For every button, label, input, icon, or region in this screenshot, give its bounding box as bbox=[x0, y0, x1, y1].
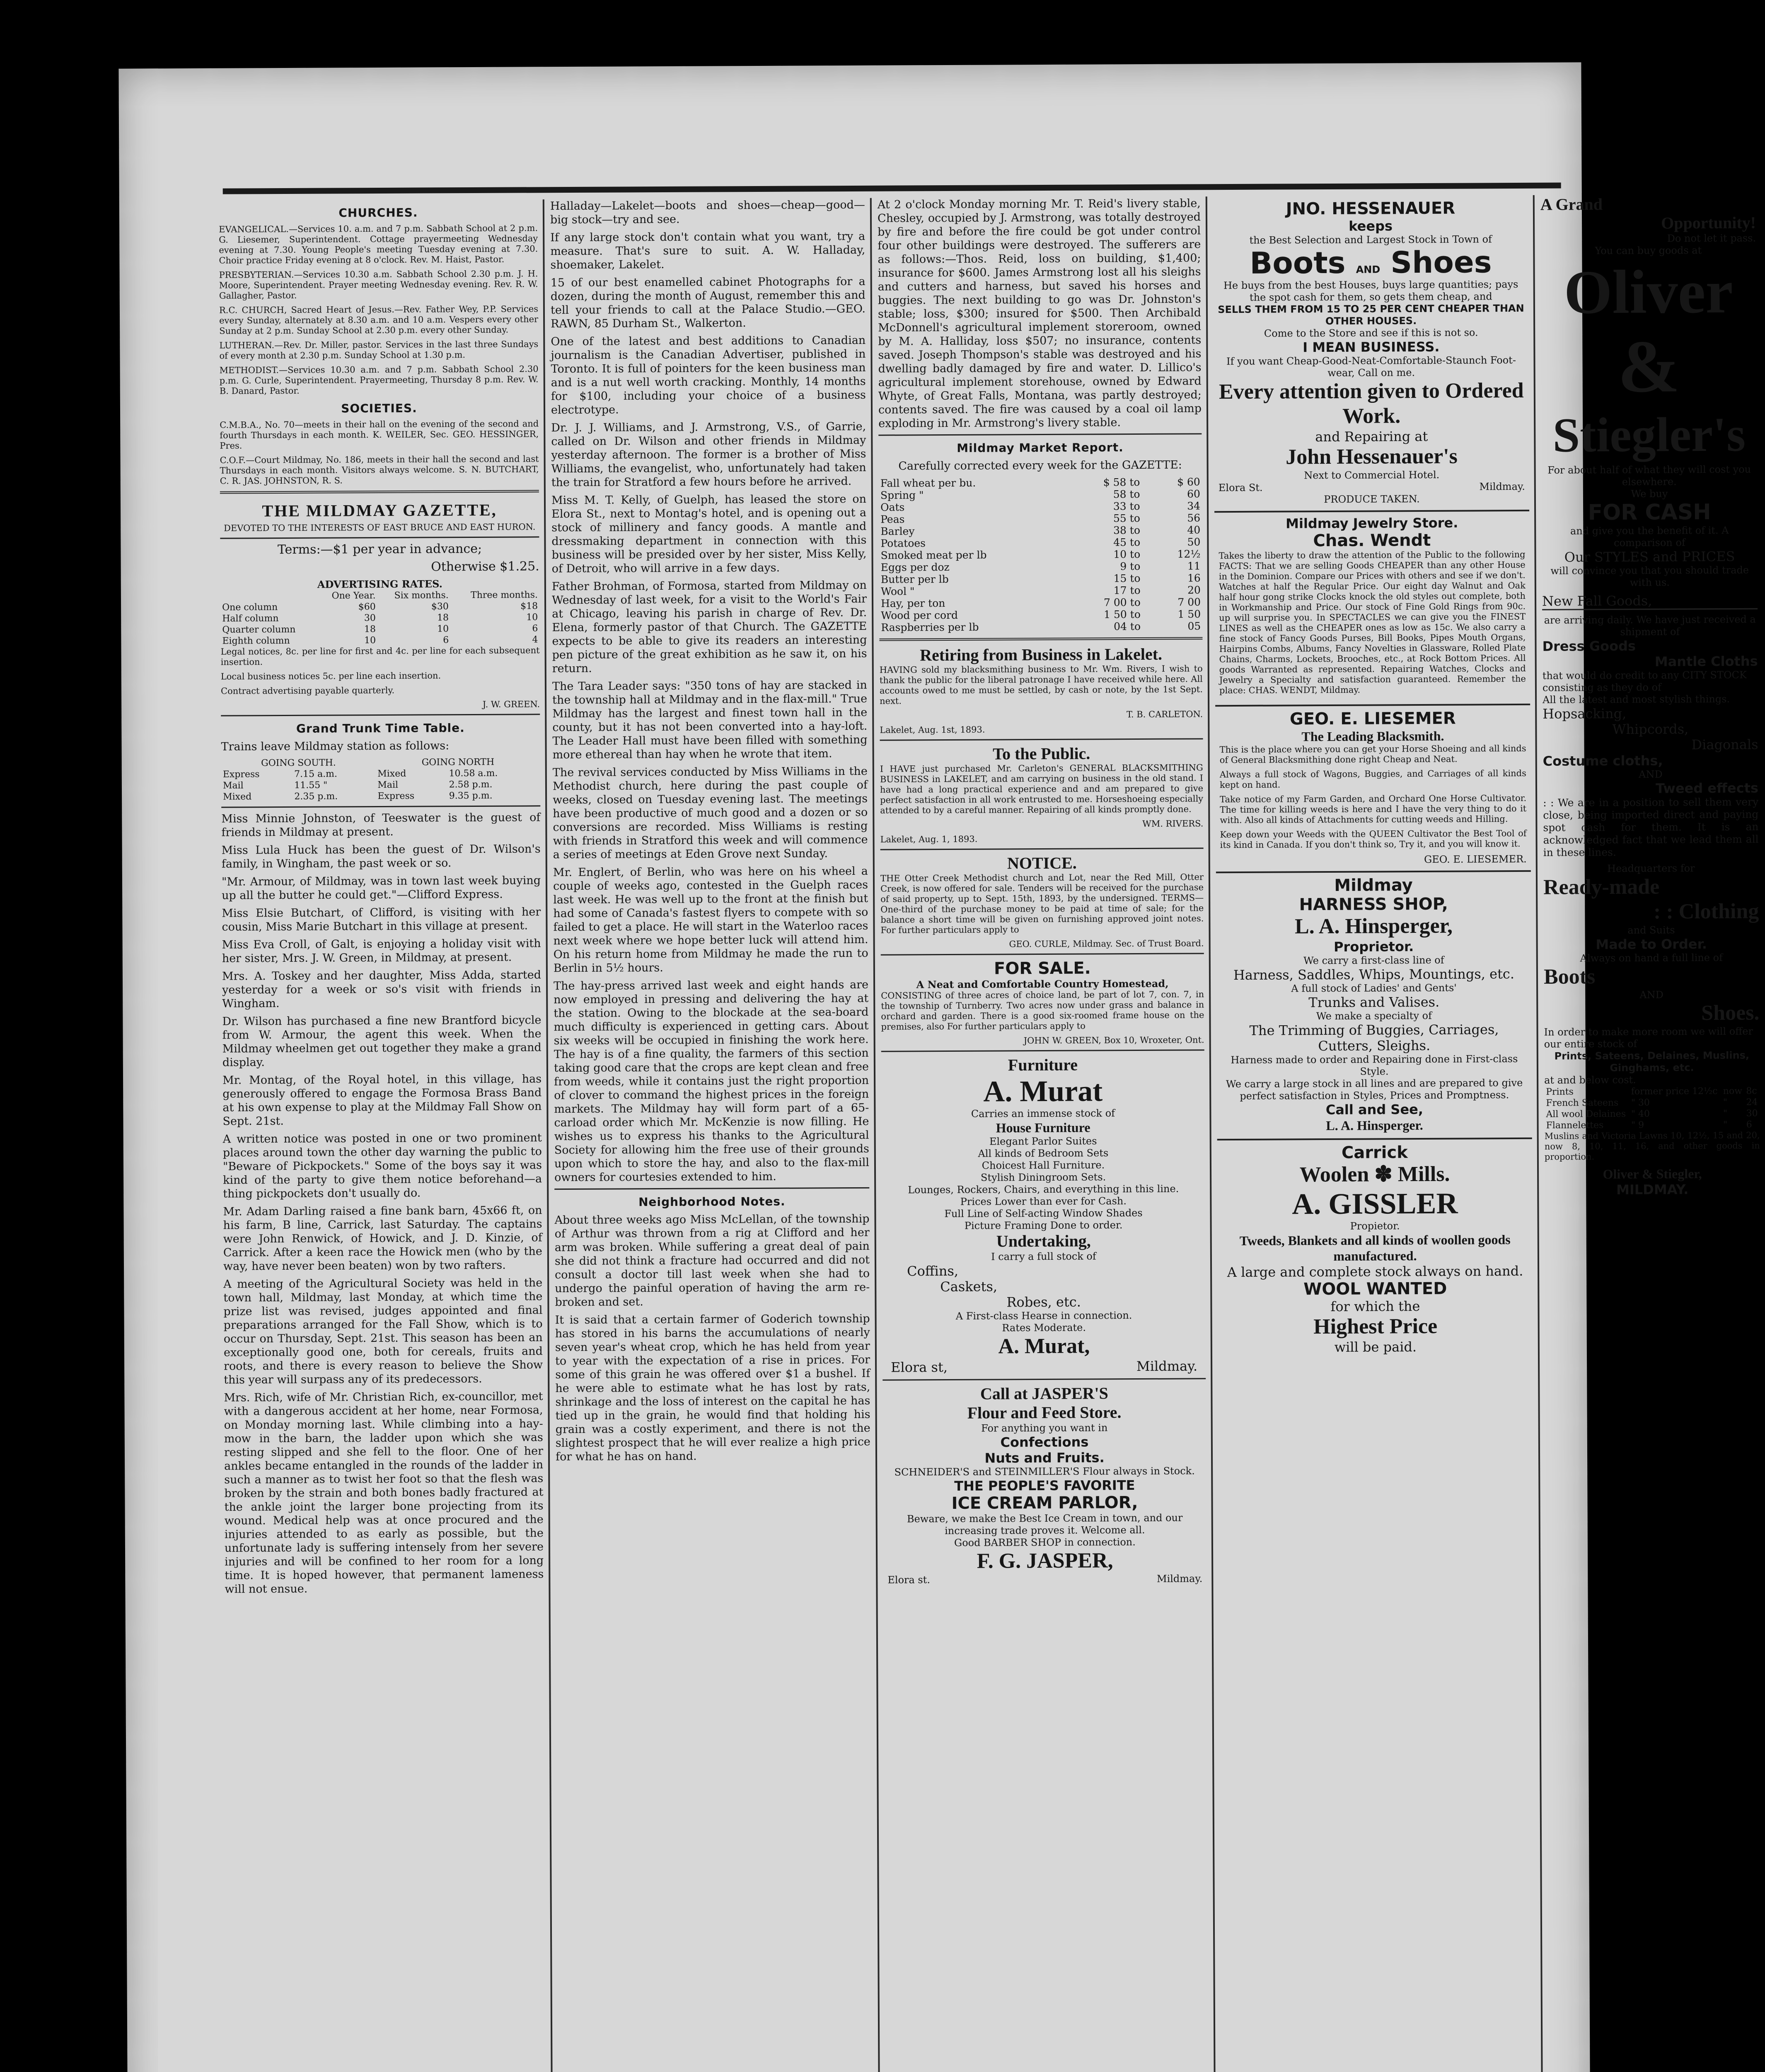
murat-line: Full Line of Self-acting Window Shades bbox=[944, 1207, 1143, 1220]
jasper-heading: Flour and Feed Store. bbox=[967, 1403, 1122, 1422]
ad-line: Our STYLES and PRICES bbox=[1564, 548, 1735, 565]
local-item: Miss Lula Huck has been the guest of Dr. Wilson's family, in Wingham, the past week or so. bbox=[221, 842, 541, 871]
local-item: A meeting of the Agricultural Society was held in the town hall, Mildmay, last Monday, at which time the prize list was revised, judges appointed and final preparations arranged for the Fall Show, which is to occur on Thursday, Sept. 21st. This season has been an exceptionally good one, both for cereals, fruits and roots, and there is every reason to believe the Show this year will surpass any of its predecessors. bbox=[223, 1276, 543, 1387]
furniture-heading: Furniture bbox=[1008, 1055, 1078, 1075]
jasper-address: Elora st. Mildmay. bbox=[887, 1573, 1203, 1586]
market-report-intro: Carefully corrected every week for the GAZETTE: bbox=[898, 458, 1182, 473]
ad-line: SELLS THEM FROM 15 TO 25 PER CENT CHEAPER THAN OTHER HOUSES. bbox=[1218, 302, 1524, 327]
undertaking-heading: Undertaking, bbox=[996, 1231, 1091, 1251]
column-1 bbox=[219, 199, 546, 2072]
table-row: Peas 55 to 56 bbox=[880, 512, 1201, 525]
woolen-mills-ad bbox=[1217, 1139, 1533, 1360]
table-row: Prints former price 12½c now 8c bbox=[1546, 1086, 1757, 1097]
column-5 bbox=[1540, 194, 1765, 2072]
undertaking-line: Robes, etc. bbox=[1006, 1294, 1081, 1310]
harness-ad bbox=[1216, 872, 1532, 1140]
time-table-intro: Trains leave Mildmay station as follows: bbox=[221, 739, 450, 753]
local-item: Mr. Montag, of the Royal hotel, in this village, has generously offered to engage the Formosa Brass Band at his own expense to play at the Mildmay Fall Show on Sept. 21st. bbox=[222, 1072, 542, 1128]
ad-body: : : We are in a position to sell them very close, being imported direct and paying spot cash for them. It is an acknowledged fact that we lead them all in these lines. bbox=[1543, 796, 1759, 859]
retiring-signature: T. B. CARLETON. bbox=[1126, 709, 1203, 720]
ad-line: the Best Selection and Largest Stock in Town of bbox=[1249, 233, 1492, 246]
ad-line: Hopsacking, bbox=[1543, 705, 1627, 722]
table-row: Smoked meat per lb 10 to 12½ bbox=[880, 548, 1201, 562]
ad-line: Harness made to order and Repairing done in First-class Style. bbox=[1231, 1053, 1518, 1077]
ad-heading: Shoes. bbox=[1701, 1001, 1760, 1025]
ad-body: Take notice of my Farm Garden, and Orchard One Horse Cultivator. The time for killing weeds is here and I have the very thing to do it with. Also all kinds of Attachments for cutting weeds and Hilling. bbox=[1220, 793, 1527, 825]
undertaking-line: A First-class Hearse in connection. bbox=[955, 1310, 1132, 1322]
terms-line-2: Otherwise $1.25. bbox=[431, 559, 539, 574]
retiring-title: Retiring from Business in Lakelet. bbox=[920, 644, 1163, 665]
adv-rates-table: One Year. Six months. Three months. One column $60 $30 $18 Half column 30 18 10 Quarter column 18 10 6 Eighth column 10 6 4 bbox=[220, 589, 540, 646]
ad-body: Always a full stock of Wagons, Buggies, and Carriages of all kinds kept on hand. bbox=[1219, 768, 1526, 790]
jasper-heading: Call at JASPER'S bbox=[980, 1384, 1108, 1403]
oliver-title: Oliver bbox=[1564, 257, 1734, 327]
local-item: The revival services conducted by Miss Williams in the Methodist church, here during the past couple of weeks, closed on Tuesday evening last. The meetings have been productive of much good and a dozen or so conversions are recorded. Miss Williams is resting with friends in Stratford this week and will commence a series of meetings at Eden Grove next Sunday. bbox=[552, 765, 868, 862]
ad-line: Harness, Saddles, Whips, Mountings, etc. bbox=[1233, 966, 1515, 983]
ad-body: Takes the liberty to draw the attention of the Public to the following FACTS: That we are selling Goods CHEAPER than any other House in the Dominion. Compare our Prices with others and see if we don't. Watches at half the Regular Price. Our eight day Walnut and Oak half hour gong strike Clocks knock the old styles out complete, both in Workmanship and Price. Our stock of Fine Gold Rings from 90c. up will surprise you. In SPECTACLES we can give you the FINEST LINES as well as the CHEAPER ones as low as 15c. We also carry a fine stock of Fancy Goods Purses, Bill Books, Pipes Mouth Organs, Hairpins Combs, Albums, Fancy Novelties in Glassware, Rolled Plate Chains, Charms, Lockets, Brooches, etc., at Rock Bottom Prices. All goods Warranted as represented. Repairing Watches, Clocks and Jewelry a Specialty and satisfaction guaranteed. Remember the place: CHAS. WENDT, Mildmay. bbox=[1219, 549, 1526, 696]
notice-title: NOTICE. bbox=[1007, 853, 1077, 873]
notice-signature: GEO. CURLE, Mildmay. Sec. of Trust Board. bbox=[1009, 938, 1204, 949]
church-methodist: METHODIST.—Services 10.30 a.m. and 7 p.m. Sabbath School 2.30 p.m. G. Curle, Superintendent. Prayermeeting, Thursday 8 p.m. Rev. W. B. Danard, Pastor. bbox=[219, 364, 539, 396]
ad-line: Propietor. bbox=[1350, 1220, 1400, 1232]
ad-line: Prints, Sateens, Delaines, Muslins, Ginghams, etc. bbox=[1554, 1049, 1750, 1074]
table-row: Half column 30 18 10 bbox=[222, 612, 538, 624]
ad-line: Dress Goods bbox=[1542, 638, 1636, 654]
ad-line: Headquarters for bbox=[1607, 862, 1695, 875]
ad-line: We buy bbox=[1631, 488, 1668, 500]
murat-line: Picture Framing Done to order. bbox=[964, 1219, 1123, 1232]
murat-line: Choicest Hall Furniture. bbox=[982, 1159, 1105, 1172]
price-table bbox=[1544, 1085, 1760, 1131]
church-evangelical: EVANGELICAL.—Services 10. a.m. and 7 p.m. Sabbath School at 2 p.m. G. Liesemer, Superintendent. Cottage prayermeeting Wednesday evening at 7.30. Young People's meeting Tuesday evening at 7.30. Choir practice Friday evening at 8 o'clock. Rev. M. Haist, Pastor. bbox=[219, 223, 538, 266]
divider bbox=[878, 433, 1202, 436]
ad-line: AND bbox=[1639, 768, 1663, 780]
ad-line: A. GISSLER bbox=[1292, 1186, 1458, 1221]
ad-line: will convince you that you should trade with us. bbox=[1550, 564, 1749, 588]
murat-signature: A. Murat, bbox=[998, 1334, 1090, 1358]
neighborhood-item: About three weeks ago Miss McLellan, of the township of Arthur was thrown from a rig at Clifford and her arm was broken. While suffering a great deal of pain she did not think a fracture had occurred and did not consult a doctor till last week when she had to undergo the painful operation of having the arm re-broken and set. bbox=[554, 1212, 870, 1309]
jasper-line: ICE CREAM PARLOR, bbox=[951, 1493, 1138, 1513]
ad-heading: GEO. E. LIESEMER bbox=[1289, 709, 1456, 729]
ad-line: He buys from the best Houses, buys large quantities; pays the spot cash for them, so gets them cheap, and bbox=[1223, 278, 1518, 303]
ad-heading: : : Clothing bbox=[1653, 899, 1759, 924]
murat-line: House Furniture bbox=[996, 1120, 1090, 1135]
column-4 bbox=[1213, 195, 1537, 2072]
stiegler-title: Stiegler's bbox=[1552, 407, 1746, 462]
local-item: Miss Eva Croll, of Galt, is enjoying a holiday visit with her sister, Mrs. J. W. Green, in Mildmay, at present. bbox=[222, 937, 541, 965]
ad-line: L. A. Hinsperger, bbox=[1294, 914, 1453, 939]
ad-line: Tweeds, Blankets and all kinds of woollen goods manufactured. bbox=[1239, 1232, 1511, 1264]
ad-heading: A Grand bbox=[1540, 195, 1603, 214]
for-sale-title: FOR SALE. bbox=[994, 959, 1091, 978]
murat-address: Elora st, Mildmay. bbox=[891, 1358, 1198, 1375]
adv-note: Legal notices, 8c. per line for first and 4c. per line for each subsequent insertion. bbox=[220, 645, 540, 667]
ad-signature: John Hessenauer's bbox=[1286, 444, 1458, 469]
ad-line: will be paid. bbox=[1334, 1339, 1417, 1355]
masthead-subtitle: DEVOTED TO THE INTERESTS OF EAST BRUCE AND EAST HURON. bbox=[224, 522, 536, 533]
local-item: The Tara Leader says: "350 tons of hay are stacked in the township hall at Mildmay and in the flax-mill." True Mildmay has the largest and finest town hall in the county, but it has not been converted into a hay-loft. The Leader Hall must have been filled with something more ethereal than hay when he wrote that item. bbox=[552, 678, 868, 762]
ad-line: Always on hand a full line of bbox=[1580, 951, 1723, 964]
jasper-line: THE PEOPLE'S FAVORITE bbox=[954, 1477, 1135, 1494]
local-item: A written notice was posted in one or two prominent places around town the other day warning the public to "Beware of Pickpockets." Some of the boys say it was kind of the party to give them notice beforehand—a thing pickpockets don't usually do. bbox=[222, 1131, 542, 1201]
ad-line: and Repairing at bbox=[1315, 428, 1428, 445]
ad-line: that would do credit to any CITY STOCK consisting as they do of bbox=[1542, 669, 1747, 694]
ad-line: at and below cost. bbox=[1544, 1074, 1636, 1086]
ad-heading: Mildmay bbox=[1334, 876, 1413, 895]
table-row: Barley 38 to 40 bbox=[880, 524, 1201, 537]
hessenauer-ad bbox=[1213, 195, 1529, 513]
table-row: Mixed 2.35 p.m. Express 9.35 p.m. bbox=[223, 790, 493, 802]
societies-heading: SOCIETIES. bbox=[341, 401, 417, 416]
table-row: One column $60 $30 $18 bbox=[222, 601, 538, 613]
ad-line: AND bbox=[1639, 989, 1664, 1001]
local-item: 15 of our best enamelled cabinet Photographs for a dozen, during the month of August, remember this and tell your friends to call at the Palace Studio.—GEO. RAWN, 85 Durham St., Walkerton. bbox=[550, 275, 866, 331]
ad-line: keeps bbox=[1349, 218, 1393, 234]
local-item: Mrs. A. Toskey and her daughter, Miss Adda, started yesterday for a week or so's visit with friends in Wingham. bbox=[222, 968, 542, 1010]
local-item: Miss M. T. Kelly, of Guelph, has leased the store on Elora St., next to Montag's hotel, and is opening out a stock of millinery and fancy goods. A mantle and dressmaking department in connection with this business will be presided over by her sister, Miss Kelly, of Detroit, who will arrive in a few days. bbox=[551, 492, 867, 576]
divider bbox=[554, 1187, 869, 1190]
local-item: Mr. Englert, of Berlin, who was here on his wheel a couple of weeks ago, contested in the Guelph races last week. He was well up to the front at the finish but had some of Canada's fastest flyers to compete with so failed to get a place. He will start in the Waterloo races next week where we hope better luck will attend him. On his return home from Mildmay he made the run to Berlin in 5½ hours. bbox=[553, 864, 868, 975]
ad-line: and Suits bbox=[1627, 924, 1675, 936]
murat-line: All kinds of Bedroom Sets bbox=[978, 1147, 1109, 1159]
table-row: Fall wheat per bu. $ 58 to $ 60 bbox=[880, 476, 1200, 489]
terms-line-1: Terms:—$1 per year in advance; bbox=[277, 541, 482, 557]
table-row: French Sateens " 30 " 24 bbox=[1546, 1097, 1758, 1109]
local-item: Mrs. Rich, wife of Mr. Christian Rich, ex-councillor, met with a dangerous accident at her home, near Formosa, on Monday morning last. While climbing into a hay-mow in the barn, the ladder upon which she was resting slipped and she fell to the floor. One of her ankles became entangled in the rounds of the ladder in such a manner as to twist her foot so that the flesh was broken by the strain and both bones badly fractured at the ankle joint the larger bone projecting from its wound. Medical help was at once procured and the injuries attended to as early as possible, but the unfortunate lady is suffering intensely from her severe injuries and will be confined to her room for a long time. It is hoped however, that permanent lameness will not ensue. bbox=[224, 1390, 544, 1596]
adv-signature: J. W. GREEN. bbox=[482, 699, 540, 709]
jasper-line: SCHNEIDER'S and STEINMILLER'S Flour always in Stock. bbox=[894, 1465, 1195, 1478]
divider bbox=[880, 847, 1204, 850]
divider bbox=[220, 490, 539, 494]
ad-line: WOOL WANTED bbox=[1303, 1279, 1447, 1299]
adv-note: Local business notices 5c. per line each insertion. bbox=[220, 670, 441, 682]
ad-line: A full stock of Ladies' and Gents' bbox=[1291, 982, 1457, 995]
newspaper-page bbox=[118, 62, 1760, 2072]
divider bbox=[881, 1049, 1204, 1052]
table-row: Oats 33 to 34 bbox=[880, 500, 1201, 513]
ad-heading: JNO. HESSENAUER bbox=[1286, 198, 1456, 219]
ad-line: Boots AND Shoes bbox=[1250, 244, 1492, 281]
ad-signature: Oliver & Stiegler, bbox=[1603, 1166, 1702, 1182]
column-3 bbox=[878, 196, 1209, 2072]
ad-line: and give you the benefit of it. A comparison of bbox=[1570, 524, 1729, 549]
public-signature: WM. RIVERS. bbox=[1142, 818, 1204, 829]
table-row: Flannelettes " 9 " 6 bbox=[1546, 1119, 1752, 1131]
local-item: Miss Elsie Butchart, of Clifford, is visiting with her cousin, Miss Marie Butchart in this village at present. bbox=[222, 905, 541, 934]
undertaking-line: I carry a full stock of bbox=[991, 1250, 1096, 1263]
ad-line: Call and See, bbox=[1325, 1101, 1424, 1118]
local-item: "Mr. Armour, of Mildmay, was in town last week buying up all the butter he could get."—Clifford Express. bbox=[221, 874, 541, 902]
church-rc: R.C. CHURCH, Sacred Heart of Jesus.—Rev. Father Wey, P.P. Services every Sunday, alternately at 8.30 a.m. and 10 a.m. Vespers every other Sunday at 2 p.m. Sunday School at 2.30 p.m. every other Sunday. bbox=[219, 304, 539, 336]
ad-line: PRODUCE TAKEN. bbox=[1324, 493, 1420, 506]
ad-line: Made to Order. bbox=[1596, 936, 1707, 953]
ad-heading: Mildmay Jewelry Store. bbox=[1286, 515, 1458, 532]
liesemer-ad bbox=[1215, 705, 1531, 873]
ad-line: Do not let it pass. bbox=[1667, 232, 1756, 244]
retiring-body: HAVING sold my blacksmithing business to Mr. Wm. Rivers, I wish to thank the public for the liberal patronage I have received while here. All accounts owed to me must be settled, by cash or note, by the 1st Sept. next. bbox=[879, 663, 1203, 706]
jasper-line: Beware, we make the Best Ice Cream in town, and our increasing trade proves it. Welcome all. bbox=[907, 1512, 1183, 1537]
public-body: I HAVE just purchased Mr. Carleton's GENERAL BLACKSMITHING BUSINESS in LAKELET, and am carrying on business in the old stand. I have had a long practical experience and and am prepared to give perfect satisfaction in all work entrusted to me. Horseshoeing especially attended to by a careful manner. Repairing of all kinds promptly done. bbox=[880, 762, 1204, 816]
adv-note: Contract advertising payable quarterly. bbox=[220, 685, 395, 696]
table-row: Spring " 58 to 60 bbox=[880, 488, 1200, 501]
table-row: Potatoes 45 to 50 bbox=[880, 536, 1201, 549]
ad-line: for which the bbox=[1330, 1298, 1420, 1314]
ad-line: If you want Cheap-Good-Neat-Comfortable-Staunch Foot-wear, Call on me. bbox=[1226, 354, 1516, 379]
ad-line: All the latest and most stylish things. bbox=[1543, 693, 1730, 706]
divider bbox=[220, 536, 539, 539]
ad-line: Come to the Store and see if this is not so. bbox=[1264, 327, 1478, 339]
table-row: Quarter column 18 10 6 bbox=[222, 623, 538, 635]
local-item: Dr. J. J. Williams, and J. Armstrong, V.S., of Garrie, called on Dr. Wilson and other friends in Mildmay yesterday afternoon. The former is a brother of Miss Williams, the evangelist, who, unfortunately had taken the train for Stratford a few hours before he arrived. bbox=[551, 420, 866, 489]
ad-signature: MILDMAY. bbox=[1616, 1181, 1689, 1198]
church-lutheran: LUTHERAN.—Rev. Dr. Miller, pastor. Services in the last three Sundays of every month at 2.30 p.m. Sunday School at 1.30 p.m. bbox=[219, 339, 539, 361]
local-item: Mr. Adam Darling raised a fine bank barn, 45x66 ft, on his farm, B line, Carrick, last Saturday. The captains were John Renwick, of Howick, and J. D. Kinzie, of Carrick. After a keen race the Howick men (who by the way, have never been beaten) won by two rafters. bbox=[223, 1204, 542, 1273]
ad-line: Next to Commercial Hotel. bbox=[1304, 469, 1440, 482]
divider bbox=[221, 805, 540, 808]
ad-line: Highest Price bbox=[1313, 1314, 1438, 1339]
divider bbox=[221, 714, 540, 716]
undertaking-line: Caskets, bbox=[940, 1278, 998, 1295]
divider bbox=[880, 738, 1203, 741]
local-item: Dr. Wilson has purchased a fine new Brantford bicycle from W. Armour, the agent this week. When the Mildmay wheelmen get out together they make a grand display. bbox=[222, 1014, 542, 1069]
ad-heading: The Leading Blacksmith. bbox=[1301, 728, 1444, 744]
ad-heading: Ready-made bbox=[1543, 875, 1660, 899]
table-row: Wood per cord 1 50 to 1 50 bbox=[881, 608, 1201, 622]
masthead-title: THE MILDMAY GAZETTE, bbox=[262, 500, 497, 520]
murat-line: Carries an immense stock of bbox=[971, 1107, 1115, 1120]
for-sale-body: CONSISTING of three acres of choice land, be part of lot 7, con. 7, in the township of Turnberry. Two acres now under grass and balance in orchard and garden. There is a good six-roomed frame house on the premises, also For further particulars apply to bbox=[881, 989, 1204, 1032]
jasper-line: Good BARBER SHOP in connection. bbox=[954, 1536, 1136, 1549]
public-title: To the Public. bbox=[992, 744, 1090, 763]
jasper-signature: F. G. JASPER, bbox=[977, 1549, 1113, 1573]
ad-line: Tweed effects bbox=[1655, 780, 1759, 796]
ad-line: Every attention given to Ordered Work. bbox=[1219, 378, 1524, 428]
ad-line: We carry a large stock in all lines and are prepared to give perfect satisfaction in Styles, Prices and Promptness. bbox=[1226, 1077, 1523, 1102]
ad-heading: Opportunity! bbox=[1661, 213, 1756, 232]
ad-line: A large and complete stock always on hand. bbox=[1227, 1263, 1523, 1280]
local-item: Halladay—Lakelet—boots and shoes—cheap—good—big stock—try and see. bbox=[550, 198, 865, 227]
ad-line: We make a specialty of bbox=[1316, 1009, 1432, 1022]
table-row: Raspberries per lb 04 to 05 bbox=[881, 620, 1201, 634]
society-cmba: C.M.B.A., No. 70—meets in their hall on the evening of the second and fourth Thursdays in each month. K. WEILER, Sec. GEO. HESSINGER, Pres. bbox=[220, 419, 539, 451]
murat-line: Elegant Parlor Suites bbox=[989, 1135, 1097, 1147]
table-row: Eighth column 10 6 4 bbox=[222, 634, 538, 646]
for-sale-subtitle: A Neat and Comfortable Country Homestead, bbox=[916, 977, 1169, 991]
ad-line: The Trimming of Buggies, Carriages, Cutters, Sleighs. bbox=[1249, 1021, 1499, 1054]
ad-line: Costume cloths, bbox=[1543, 753, 1663, 769]
ad-line: are arriving daily. We have just received a shipment of bbox=[1544, 613, 1756, 638]
table-row: Wool " 17 to 20 bbox=[880, 584, 1201, 598]
murat-name: A. Murat bbox=[983, 1074, 1103, 1108]
table-row: Butter per lb 15 to 16 bbox=[880, 572, 1201, 586]
for-cash: FOR CASH bbox=[1588, 499, 1711, 525]
ad-heading: Chas. Wendt bbox=[1313, 530, 1431, 551]
adv-heading: ADVERTISING RATES. bbox=[317, 578, 442, 591]
for-sale-signature: JOHN W. GREEN, Box 10, Wroxeter, Ont. bbox=[1023, 1035, 1204, 1046]
market-report-heading: Mildmay Market Report. bbox=[957, 441, 1124, 455]
ad-line: You can buy goods at bbox=[1595, 244, 1702, 257]
church-presbyterian: PRESBYTERIAN.—Services 10.30 a.m. Sabbath School 2.30 p.m. J. H. Moore, Superintendent. Prayer meeting Wednesday evening. Rev. R. W. Gallagher, Pastor. bbox=[219, 269, 538, 301]
table-row: Eggs per doz 9 to 11 bbox=[880, 560, 1201, 574]
ad-line: Proprietor. bbox=[1333, 939, 1414, 955]
undertaking-line: Rates Moderate. bbox=[1002, 1322, 1086, 1334]
society-cof: C.O.F.—Court Mildmay, No. 186, meets in their hall the second and last Thursdays in each month. Visitors always welcome. S. N. BUTCHART, C. R. JAS. JOHNSTON, R. S. bbox=[220, 454, 539, 486]
ad-address: Elora St. Mildmay. bbox=[1218, 480, 1525, 494]
murat-line: Lounges, Rockers, Chairs, and everything in this line. bbox=[908, 1183, 1179, 1196]
ampersand: & bbox=[1618, 325, 1680, 408]
ad-heading: HARNESS SHOP, bbox=[1299, 894, 1448, 915]
ad-signature: L. A. Hinsperger. bbox=[1326, 1118, 1423, 1133]
churches-heading: CHURCHES. bbox=[338, 206, 418, 220]
ad-line: Mantle Cloths bbox=[1654, 653, 1758, 670]
ad-line: Whipcords, bbox=[1612, 721, 1689, 738]
ad-heading: New Fall Goods, bbox=[1542, 592, 1758, 610]
undertaking-line: Coffins, bbox=[907, 1263, 959, 1279]
jewelry-ad bbox=[1214, 511, 1530, 707]
divider bbox=[881, 953, 1204, 955]
ad-line: In order to make more room we will offer our entire stock of bbox=[1544, 1025, 1753, 1050]
local-item: One of the latest and best additions to Canadian journalism is the Canadian Advertiser, published in Toronto. It is full of pointers for the keen business man and is a nut well worth cracking. Monthly, 14 months for $100, including your choice of a business electrotype. bbox=[551, 334, 866, 417]
neighborhood-notes-heading: Neighborhood Notes. bbox=[638, 1194, 786, 1209]
local-item: Father Brohman, of Formosa, started from Mildmay on Wednesday of last week, for a visit to the World's Fair at Chicago, leaving his parish in charge of Rev. Dr. Elena, formerly pastor of that Church. The GAZETTE expects to be able to give its readers an interesting pen picture of the great exhibition as he saw it, on his return. bbox=[551, 579, 867, 675]
murat-line: Stylish Diningroom Sets. bbox=[980, 1171, 1106, 1184]
table-row: Express 7.15 a.m. Mixed 10.58 a.m. bbox=[222, 768, 498, 780]
ad-heading: Carrick bbox=[1341, 1143, 1408, 1162]
ad-body: Muslins and Victoria Lawns 10, 12½, 15 and 20, now 8, 10, 11, 16, and other goods in proportion. bbox=[1544, 1130, 1760, 1162]
local-item: The hay-press arrived last week and eight hands are now employed in pressing and delivering the hay at the station. Owing to the blockade at the sea-board much difficulty is experienced in getting cars. About six weeks will be occupied in finishing the work here. The hay is of a fine quality, the farmers of this section taking good care that the crops are kept clean and free from weeds, while it contains just the right proportion of clover to command the highest prices in the foreign markets. The Mildmay hay will form part of a 65-carload order which Mr. McKenzie is now filling. He wishes us to express his thanks to the Agricultural Society for allowing him the free use of their grounds upon which to store the hay, and also to the flax-mill owners for courtesies extended to him. bbox=[554, 978, 870, 1184]
ad-line: We carry a first-class line of bbox=[1303, 954, 1444, 967]
top-rule bbox=[223, 183, 1561, 194]
fire-report: At 2 o'clock Monday morning Mr. T. Reid's livery stable, Chesley, occupied by J. Armstrong, was totally destroyed by fire and before the fire could be got under control four other buildings were destroyed. The sufferers are as follows:—Thos. Reid, loss on building, $1,400; insurance for $600. James Armstrong lost all his sleighs and cutters and harness, but saved his horses and buggies. The next building to go was Dr. Johnston's stable; loss, $300; insured for $500. Then Archibald McDonnell's agricultural implement storeroom, owned by M. A. Halliday, loss $507; no insurance, contents saved. Joseph Thompson's stable was destroyed and his dwelling badly damaged by fire and water. D. Lillico's agricultural implement storehouse, owned by Edward Whyte, of Great Falls, Montana, was partly destroyed; contents saved. The fire was caused by a coal oil lamp exploding in Mr. Armstrong's livery stable. bbox=[877, 197, 1202, 430]
jasper-line: Confections bbox=[1000, 1434, 1089, 1450]
murat-line: Prices Lower than ever for Cash. bbox=[960, 1195, 1127, 1208]
ad-heading: Woolen ✽ Mills. bbox=[1299, 1162, 1450, 1187]
ad-line: Diagonals bbox=[1691, 736, 1758, 753]
ad-line: Trunks and Valises. bbox=[1308, 994, 1440, 1011]
column-2 bbox=[550, 198, 874, 2072]
ad-body: This is the place where you can get your Horse Shoeing and all kinds of General Blacksmithing done right Cheap and Neat. bbox=[1219, 743, 1526, 765]
neighborhood-item: It is said that a certain farmer of Goderich township has stored in his barns the accumulations of nearly seven year's wheat crop, which he has held from year to year with the expectation of a rise in prices. For some of this grain he was offered over $1 a bushel. If he were able to estimate what he has lost by rats, shrinkage and the loss of interest on the capital he has tied up in the grain, he would find that holding his grain was a costly experiment, and there is not the slightest prospect that he will ever realize a high price for what he has on hand. bbox=[555, 1312, 870, 1464]
retiring-date: Lakelet, Aug. 1st, 1893. bbox=[880, 724, 985, 735]
ad-body: Keep down your Weeds with the QUEEN Cultivator the Best Tool of its kind in Canada. If you don't think so, Try it, and you will know it. bbox=[1220, 828, 1527, 850]
table-row: All wool Delaines " 40 " 30 bbox=[1546, 1108, 1758, 1120]
ad-line: For about half of what they will cost you elsewhere. bbox=[1547, 463, 1751, 488]
divider bbox=[882, 1378, 1206, 1380]
notice-body: THE Otter Creek Methodist church and Lot, near the Red Mill, Otter Creek, is now offered for sale. Tenders will be received for the purchase of said property, up to Sept. 15th, 1893, by the undersigned. TERMS—One-third of the purchase money to be paid at time of sale; for the balance a short time will be given on furnishing approved joint notes. For further particulars apply to bbox=[880, 872, 1204, 935]
ad-line: I MEAN BUSINESS. bbox=[1303, 339, 1440, 356]
ad-signature: GEO. E. LIESEMER. bbox=[1424, 853, 1527, 865]
time-table: GOING SOUTH. GOING NORTH Express 7.15 a.m. Mixed 10.58 a.m. Mail 11.55 " Mail 2.58 p.m. Mixed 2.35 p.m. Express 9.35 p.m. bbox=[221, 756, 540, 802]
table-row: Mail 11.55 " Mail 2.58 p.m. bbox=[222, 779, 493, 791]
local-item: Miss Minnie Johnston, of Teeswater is the guest of friends in Mildmay at present. bbox=[221, 811, 541, 839]
divider bbox=[879, 637, 1202, 641]
local-item: If any large stock don't contain what you want, try a measure. That's sure to suit. A. W. Halladay, shoemaker, Lakelet. bbox=[550, 230, 866, 272]
public-date: Lakelet, Aug. 1, 1893. bbox=[880, 834, 978, 845]
ad-heading: Boots bbox=[1543, 965, 1596, 989]
jasper-line: Nuts and Fruits. bbox=[984, 1450, 1105, 1466]
jasper-line: For anything you want in bbox=[981, 1422, 1108, 1434]
table-row: Hay, per ton 7 00 to 7 00 bbox=[880, 596, 1201, 610]
market-report-table bbox=[879, 476, 1203, 633]
time-table-heading: Grand Trunk Time Table. bbox=[296, 721, 465, 736]
